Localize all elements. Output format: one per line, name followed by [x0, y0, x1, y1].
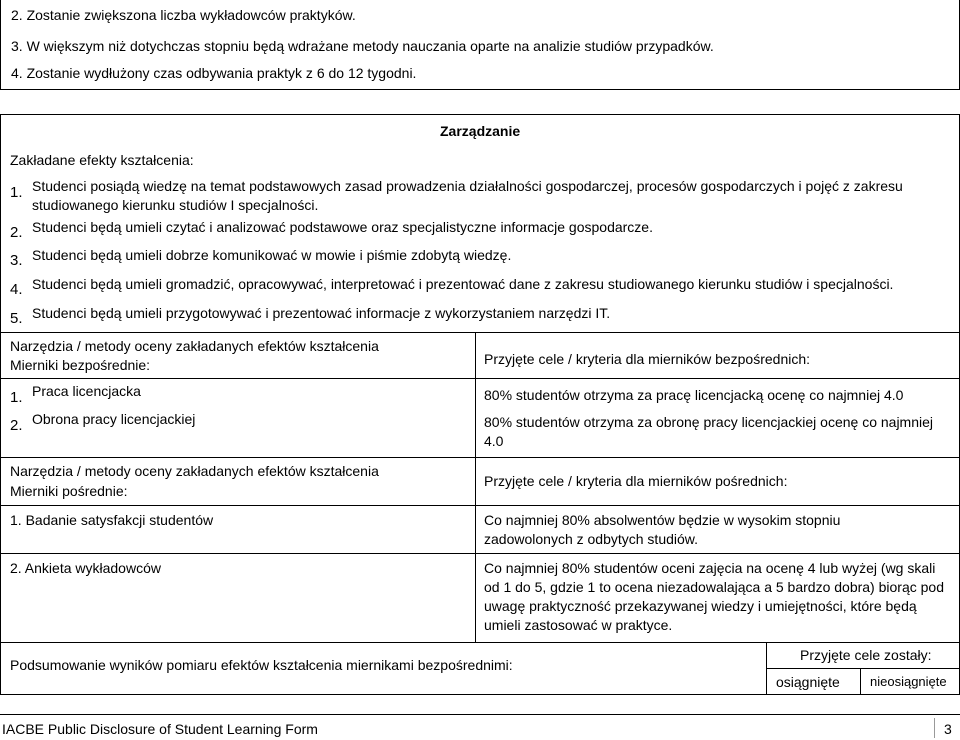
- indirect-criterion: Co najmniej 80% absolwentów będzie w wysokim stopniu zadowolonych z odbytych studiów.: [484, 512, 841, 547]
- direct-criteria-header: Przyjęte cele / kryteria dla mierników bezpośrednich:: [484, 351, 811, 367]
- outcome-text: Studenci będą umieli czytać i analizować podstawowe oraz specjalistyczne informacje gospodarcze.: [32, 219, 653, 235]
- list-item: 4. Zostanie wydłużony czas odbywania praktyk z 6 do 12 tygodni.: [11, 65, 417, 81]
- table-row-number: 2.: [10, 417, 23, 434]
- table-row-number: 1.: [10, 389, 23, 406]
- outcome-number: 2.: [10, 224, 23, 241]
- direct-criterion: 80% studentów otrzyma za pracę licencjacką ocenę co najmniej 4.0: [484, 387, 904, 403]
- goals-header: Przyjęte cele zostały:: [800, 647, 932, 663]
- indirect-tool: 1. Badanie satysfakcji studentów: [10, 512, 214, 528]
- outcome-number: 5.: [10, 310, 23, 327]
- direct-tool: Praca licencjacka: [32, 383, 141, 399]
- summary-label: Podsumowanie wyników pomiaru efektów kształcenia miernikami bezpośrednimi:: [10, 657, 513, 673]
- row-divider: [766, 668, 960, 669]
- indirect-criterion: Co najmniej 80% studentów oceni zajęcia na ocenę 4 lub wyżej (wg skali od 1 do 5, gdzie 1 to ocena niezadowalająca a 5 bardzo dobra) biorąc pod uwagę praktyczność przekazywanej wiedzy i umiejętności, które będą umieli zastosować w praktyce.: [484, 560, 944, 633]
- row-divider: [0, 553, 960, 554]
- outcome-text: Studenci posiądą wiedzę na temat podstawowych zasad prowadzenia działalności gospodarczej, procesów gospodarczych i pojęć z zakresu studiowanego kierunku studiów I specjalności.: [32, 178, 903, 213]
- direct-tool: Obrona pracy licencjackiej: [32, 411, 196, 427]
- outcome-text: Studenci będą umieli przygotowywać i prezentować informacje z wykorzystaniem narzędzi IT.: [32, 305, 611, 321]
- list-item: 2. Zostanie zwiększona liczba wykładowców praktyków.: [11, 7, 356, 23]
- outcome-number: 4.: [10, 281, 23, 298]
- not-achieved-option: nieosiągnięte: [870, 674, 947, 689]
- list-item: 3. W większym niż dotychczas stopniu będą wdrażane metody nauczania oparte na analizie studiów przypadków.: [11, 38, 714, 54]
- outcome-number: 3.: [10, 252, 23, 269]
- footer-divider: [934, 718, 935, 738]
- outcome-text: Studenci będą umieli gromadzić, opracowywać, interpretować i prezentować dane z zakresu studiowanego kierunku studiów i specjalności.: [32, 276, 894, 292]
- row-divider: [0, 378, 960, 379]
- section-title: Zarządzanie: [440, 123, 521, 139]
- outcome-text: Studenci będą umieli dobrze komunikować w mowie i piśmie zdobytą wiedzę.: [32, 247, 512, 263]
- page-number: 3: [944, 721, 952, 737]
- indirect-header-sub: Mierniki pośrednie:: [10, 483, 128, 499]
- direct-header: Narzędzia / metody oceny zakładanych efektów kształcenia: [10, 338, 379, 354]
- achieved-option: osiągnięte: [776, 674, 840, 690]
- column-divider: [860, 668, 861, 695]
- outcome-number: 1.: [10, 184, 23, 201]
- column-divider: [475, 458, 476, 643]
- direct-header-sub: Mierniki bezpośrednie:: [10, 357, 151, 373]
- direct-criterion: 80% studentów otrzyma za obronę pracy licencjackiej ocenę co najmniej 4.0: [484, 414, 934, 449]
- footer-rule: [0, 714, 960, 715]
- column-divider: [766, 643, 767, 695]
- indirect-tool: 2. Ankieta wykładowców: [10, 560, 161, 576]
- footer-title: IACBE Public Disclosure of Student Learning Form: [2, 721, 318, 737]
- row-divider: [0, 505, 960, 506]
- column-divider: [475, 333, 476, 458]
- outcomes-label: Zakładane efekty kształcenia:: [10, 152, 194, 168]
- indirect-criteria-header: Przyjęte cele / kryteria dla mierników pośrednich:: [484, 473, 788, 489]
- indirect-header: Narzędzia / metody oceny zakładanych efektów kształcenia: [10, 463, 379, 479]
